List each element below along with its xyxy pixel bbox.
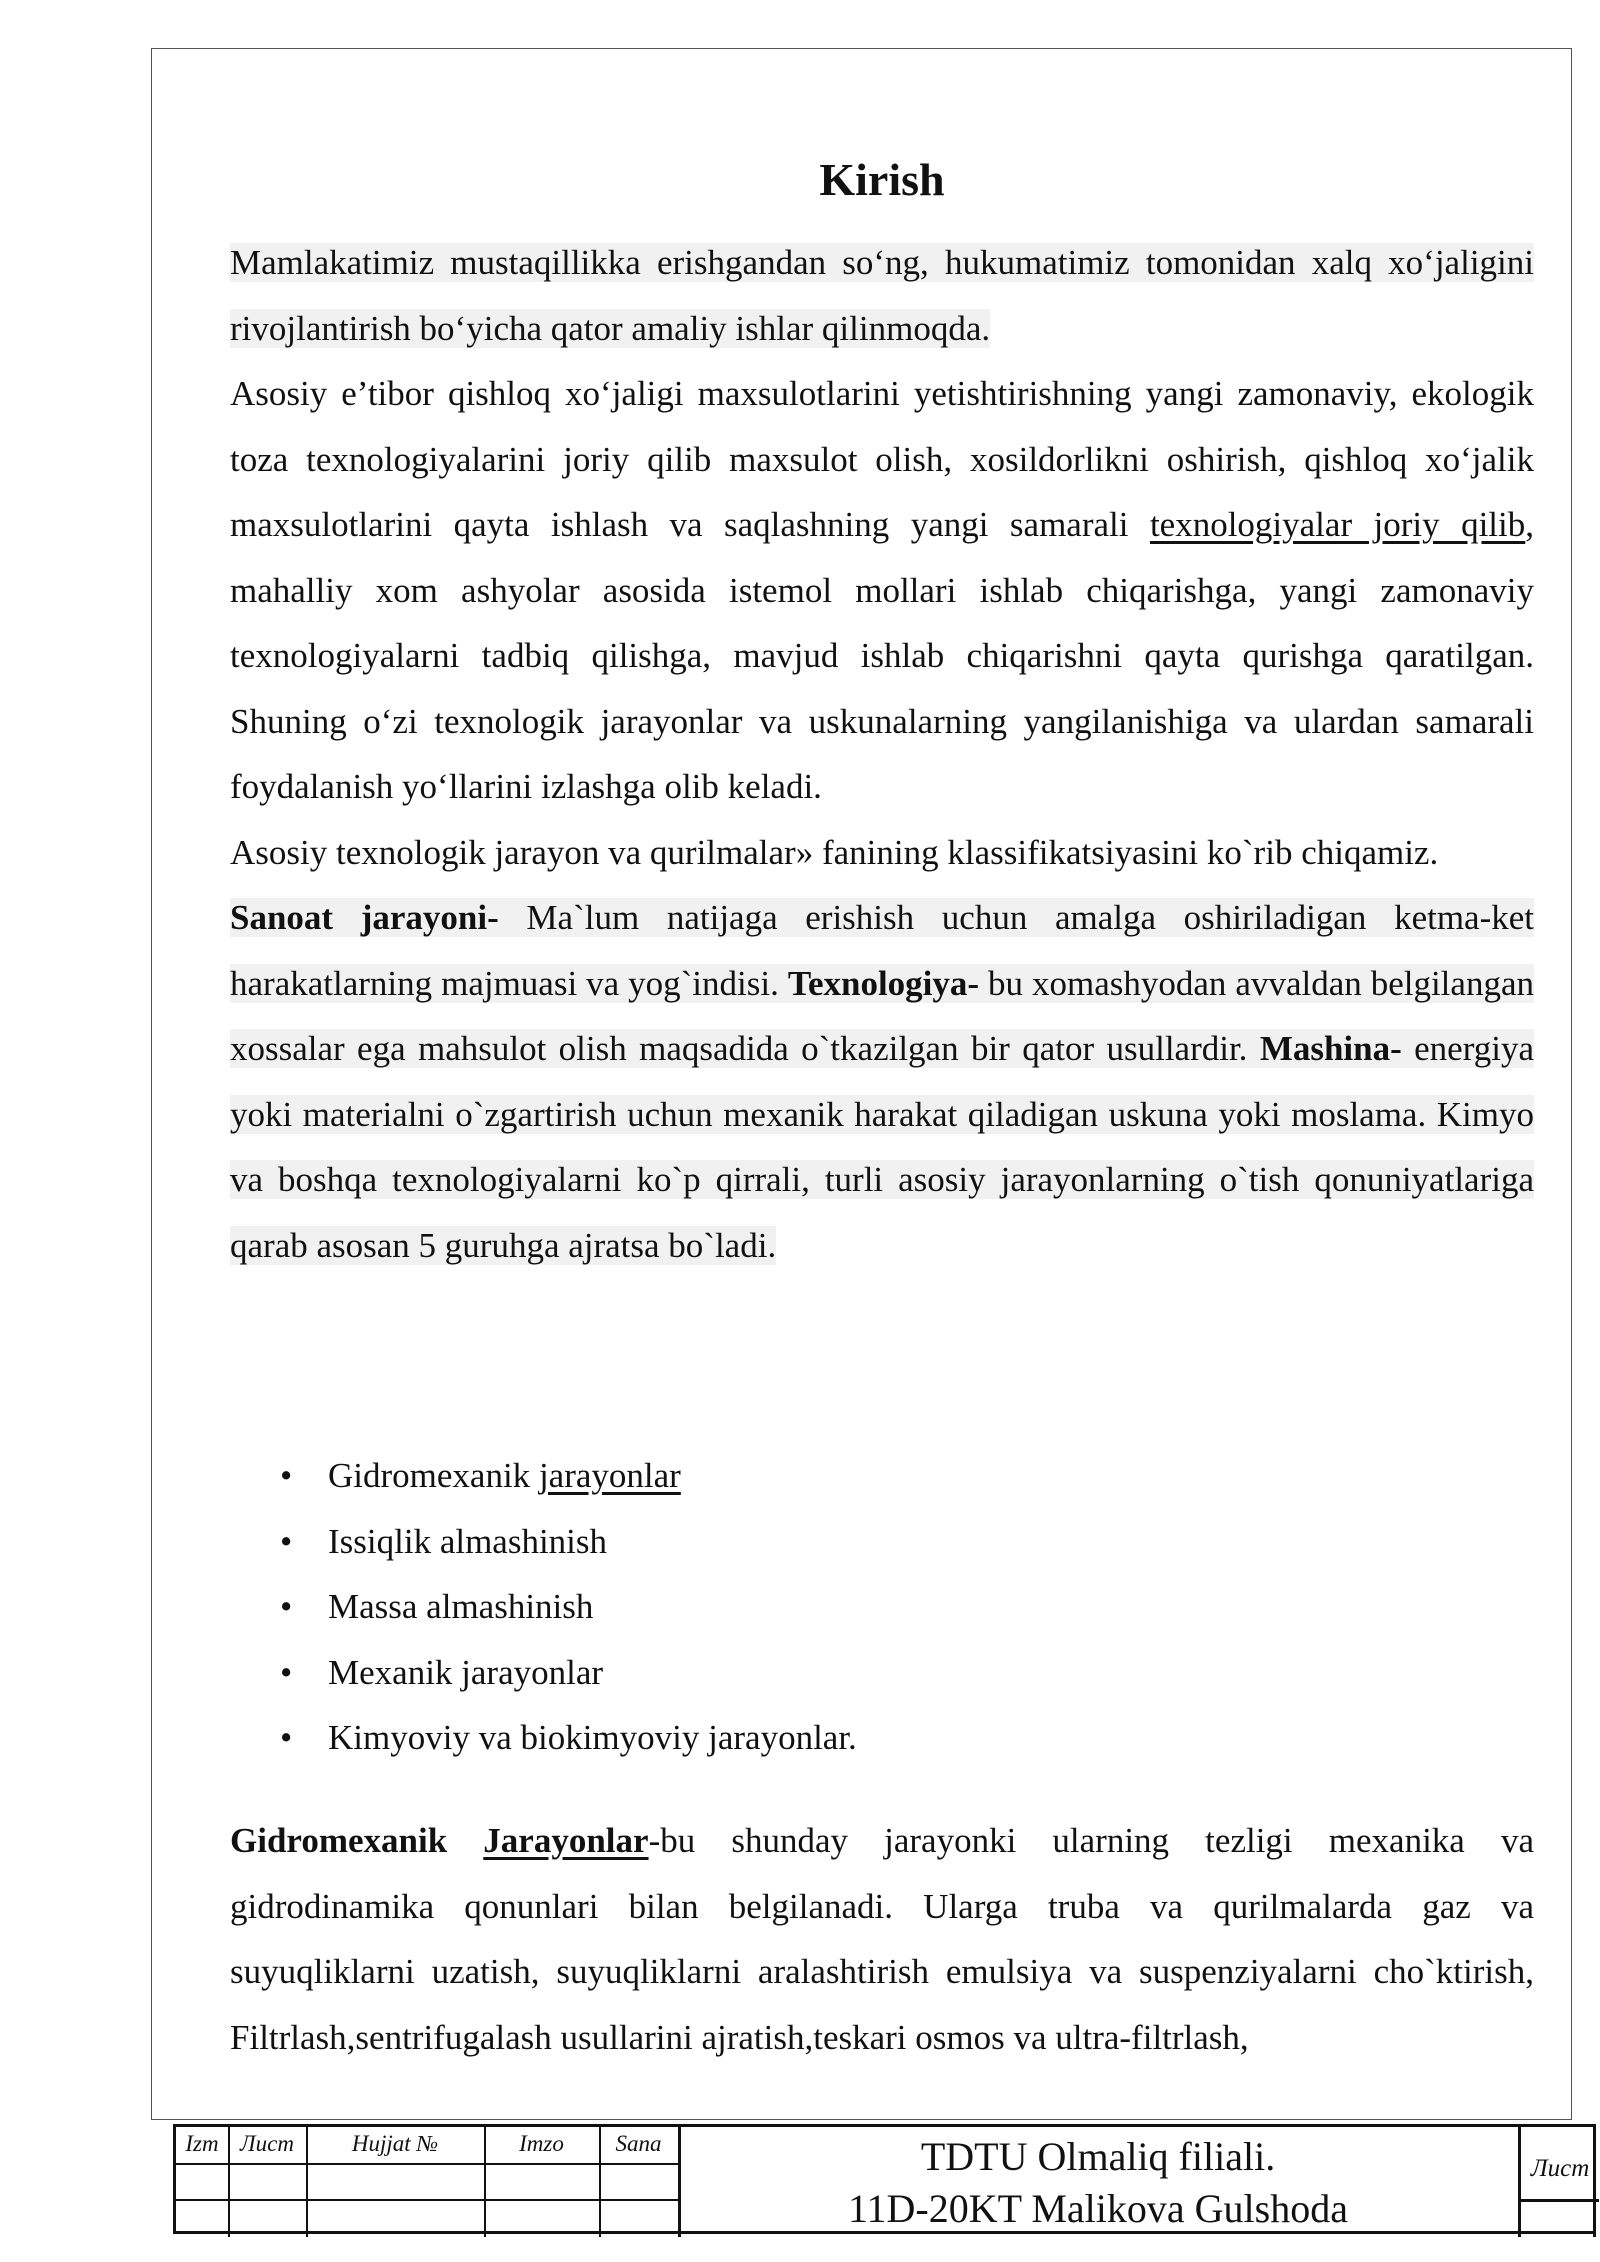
stamp-header-date: Sana xyxy=(615,2131,662,2156)
bullet-icon: • xyxy=(280,1718,293,1757)
stamp-divider xyxy=(599,2127,601,2237)
paragraph-main xyxy=(230,361,1534,820)
title-block-stamp xyxy=(173,2124,1596,2234)
page-title: Kirish xyxy=(819,154,945,205)
list-item xyxy=(230,1509,1230,1575)
list-item-text: Massa almashinish xyxy=(328,1587,594,1626)
paragraph-main-text-a: Asosiy e’tibor qishloq xo‘jaligi maxsulotlarini yetishtirishning yangi zamonaviy, ekologik toza texnologiyalarini joriy qilib maxsulot olish, xosildorlikni oshirish, qishloq xo‘jalik maxsulotlarini qayta ishlash va saqlashning yangi samarali xyxy=(230,374,1534,544)
paragraph-intro-text: Mamlakatimiz mustaqillikka erishgandan so‘ng, hukumatimiz tomonidan xalq xo‘jaligini rivojlantirish bo‘yicha qator amaliy ishlar qilinmoqda. xyxy=(230,243,1534,348)
def-gidromexanik: -bu shunday jarayonki ularning tezligi mexanika va gidrodinamika qonunlari bilan belgilanadi. Ularga truba va qurilmalarda gaz va suyuqliklarni uzatish, suyuqliklarni aralashtirish emulsiya va suspenziyalarni cho`ktirish, Filtrlash,sentrifugalash usullarini ajratish,teskari osmos va ultra-filtrlash, xyxy=(230,1821,1534,2057)
paragraph-hydromechanic xyxy=(230,1808,1534,2070)
stamp-institution-line2: 11D-20KT Malikova Gulshoda xyxy=(848,2186,1348,2231)
list-item xyxy=(230,1705,1230,1771)
def-sanoat: Ma`lum natijaga erishish uchun amalga oshiriladigan ketma-ket harakatlarning majmuasi va yog`indisi. xyxy=(230,898,1534,1003)
stamp-divider xyxy=(484,2127,486,2237)
term-jarayonlar-link[interactable]: Jarayonlar xyxy=(483,1821,649,1860)
stamp-institution xyxy=(678,2131,1518,2235)
def-mashina: energiya yoki materialni o`zgartirish uchun mexanik harakat qiladigan uskuna yoki moslama. Kimyo va boshqa texnologiyalarni ko`p qirrali, turli asosiy jarayonlarning o`tish qonuniyatlariga qarab asosan 5 guruhga ajratsa bo`ladi. xyxy=(230,1029,1534,1265)
paragraph-definitions xyxy=(230,885,1534,1278)
inline-link[interactable]: texnologiyalar joriy qilib xyxy=(1149,505,1526,544)
term-mashina: Mashina- xyxy=(1259,1029,1402,1068)
stamp-header-list: Лист xyxy=(240,2131,294,2156)
list-item-text: Kimyoviy va biokimyoviy jarayonlar. xyxy=(328,1718,857,1757)
paragraph-main-text-b: , mahalliy xom ashyolar asosida istemol mollari ishlab chiqarishga, yangi zamonaviy texnologiyalarni tadbiq qilishga, mavjud ishlab chiqarishni qayta qurishga qaratilgan. Shuning o‘zi texnologik jarayonlar va uskunalarning yangilanishiga va ulardan samarali foydalanish yo‘llarini izlashga olib keladi. xyxy=(230,505,1535,806)
bullet-icon: • xyxy=(280,1587,293,1626)
stamp-header-signature: Imzo xyxy=(519,2131,564,2156)
stamp-divider xyxy=(228,2127,230,2237)
stamp-header-izm: Izm xyxy=(185,2131,219,2156)
list-item xyxy=(230,1640,1230,1706)
body-text-top xyxy=(230,230,1534,1278)
process-list xyxy=(230,1443,1230,1771)
definitions-highlight xyxy=(230,898,1534,1265)
stamp-institution-line1: TDTU Olmaliq filiali. xyxy=(920,2134,1276,2179)
def-texnologiya: bu xomashyodan avvaldan belgilangan xossalar ega mahsulot olish maqsadida o`tkazilgan bir qator usullardir. xyxy=(230,963,1534,1068)
bullet-icon: • xyxy=(280,1652,293,1692)
list-item xyxy=(230,1574,1230,1640)
stamp-header-document-number: Hujjat № xyxy=(351,2131,439,2156)
paragraph-classification: Asosiy texnologik jarayon va qurilmalar» fanining klassifikatsiyasini ko`rib chiqamiz. xyxy=(230,832,1439,872)
bullet-icon: • xyxy=(280,1456,293,1495)
bullet-icon: • xyxy=(280,1521,293,1561)
stamp-right-border xyxy=(1593,2127,1596,2237)
paragraph-intro xyxy=(230,230,1534,361)
term-sanoat: Sanoat jarayoni- xyxy=(230,898,499,937)
stamp-sheet-label: Лист xyxy=(1530,2155,1590,2182)
list-item-text: Mexanik jarayonlar xyxy=(328,1652,604,1692)
body-text-bottom xyxy=(230,1808,1534,2070)
list-item-link[interactable]: jarayonlar xyxy=(538,1456,681,1495)
stamp-row-line xyxy=(176,2199,678,2201)
list-item xyxy=(230,1443,1230,1509)
stamp-sheet-divider xyxy=(1518,2199,1599,2202)
term-texnologiya: Texnologiya- xyxy=(787,963,980,1003)
term-gidromexanik: Gidromexanik xyxy=(230,1821,484,1860)
stamp-bottom-border xyxy=(176,2231,1596,2234)
stamp-divider xyxy=(306,2127,308,2237)
list-item-text: Gidromexanik xyxy=(328,1456,539,1495)
list-item-text: Issiqlik almashinish xyxy=(328,1521,608,1561)
stamp-row-line xyxy=(176,2163,678,2165)
